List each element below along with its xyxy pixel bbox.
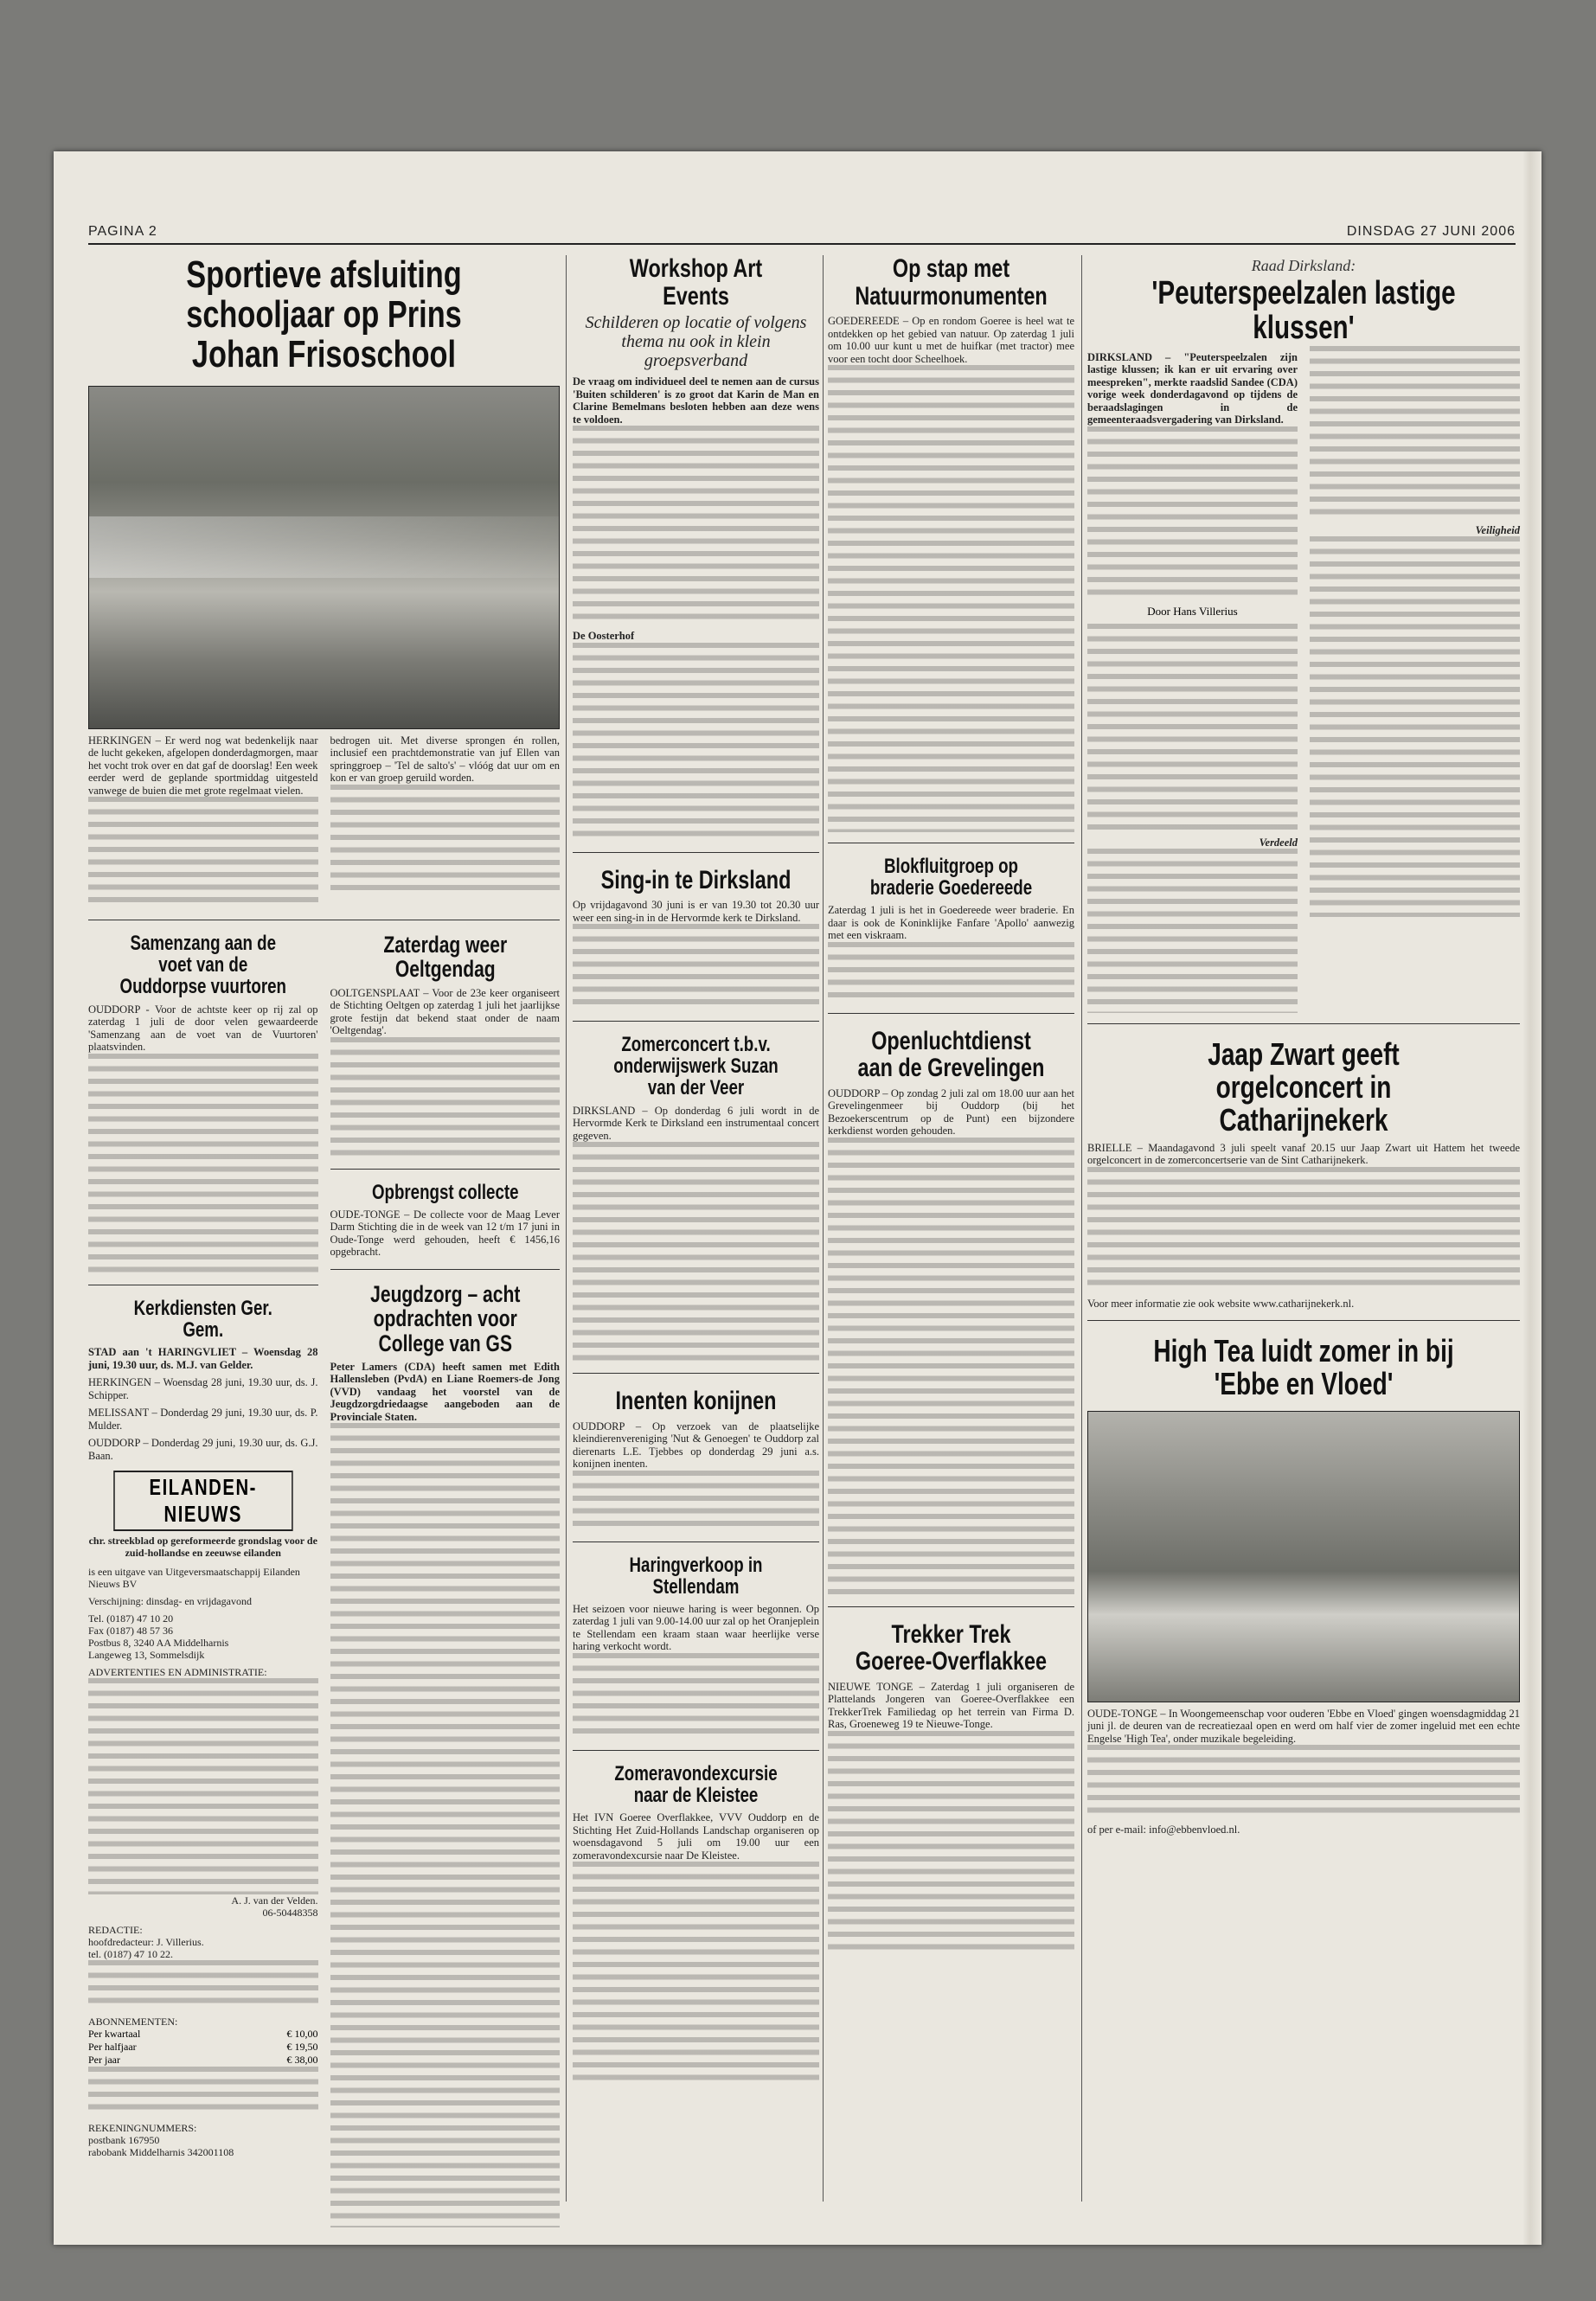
page-header [88,224,1516,245]
opbrengst-lead: OUDE-TONGE – De collecte voor de Maag Lever Darm Stichting die in de week van 12 t/m 17 juni in Oude-Tonge werd gehouden, heeft € 1456,16 opgebracht. [330,1208,560,1259]
redactie-line: hoofdredacteur: J. Villerius. [88,1936,204,1948]
blokfluitgroep-lead: Zaterdag 1 juli is het in Goedereede weer braderie. En daar is ook de Koninklijke Fanfare 'Apollo' aanwezig met een viskraam. [828,904,1074,942]
article-title-blokfluitgroep: Blokfluitgroep op braderie Goedereede [869,855,1033,901]
article-title-jeugdzorg: Jeugdzorg – acht opdrachten voor College van GS [369,1280,520,1356]
natuurmonumenten-lead: GOEDEREEDE – Op en rondom Goeree is heel wat te ontdekken op het gebied van natuur. Op zaterdag 1 juli om 10.00 uur kunt u met de huifkar (met tractor) mee voor een tocht door Scheelhoek. [828,315,1074,365]
abon-row [88,2054,318,2067]
article-title-sportieve: Sportieve afsluiting schooljaar op Prins Johan Frisoschool [186,253,462,376]
article-body-text [330,1423,561,2227]
abon-row [88,2041,318,2054]
workshop-lead: De vraag om individueel deel te nemen aan de cursus 'Buiten schilderen' is zo groot dat Karin de Man en Clarine Bemelmans besloten hebben aan deze wens te voldoen. [573,375,819,426]
article-title-zomerconcert: Zomerconcert t.b.v. onderwijswerk Suzan van der Veer [613,1033,779,1100]
zomerconcert-lead: DIRKSLAND – Op donderdag 6 juli wordt in de Hervormde Kerk te Dirksland een instrumentaal concert gegeven. [573,1104,819,1142]
column-divider [1081,255,1082,2202]
openluchtdienst-lead: OUDDORP – Op zondag 2 juli zal om 18.00 uur aan het Grevelingenmeer bij Ouddorp (bij het Bezoekerscentrum op de Punt) een bijzondere kerkdienst worden gehouden. [828,1086,1074,1138]
inenten-lead: OUDDORP – Op verzoek van de plaatselijke kleindierenvereniging 'Nut & Genoegen' te Ouddorp zal dierenarts L.E. Tjebbes op donderdag 29 juni a.s. konijnen inenten. [573,1420,819,1471]
article-title-high-tea: High Tea luidt zomer in bij 'Ebbe en Vloed' [1153,1333,1454,1401]
article-body-text [573,1862,819,2086]
article-title-kerkdiensten: Kerkdiensten Ger. Gem. [133,1296,272,1342]
article-title-oeltgendag: Zaterdag weer Oeltgendag [382,932,507,983]
article-body-text [1310,536,1520,917]
admin-phone: 06-50448358 [262,1907,318,1919]
trekker-trek-lead: NIEUWE TONGE – Zaterdag 1 juli organiseren de Plattelands Jongeren van Goeree-Overflakkee een TrekkerTrek Familiedag op het terrein van Firma D. Ras, Groeneweg 19 te Nieuwe-Tonge. [828,1680,1074,1731]
article-title-openluchtdienst: Openluchtdienst aan de Grevelingen [857,1026,1045,1083]
kerk-line: HERKINGEN – Woensdag 28 juni, 19.30 uur, ds. J. Schipper. [88,1376,318,1401]
kerk-line: MELISSANT – Donderdag 29 juni, 19.30 uur, ds. P. Mulder. [88,1407,318,1432]
article-body-text [1087,426,1298,599]
article-kicker: Raad Dirksland: [1251,257,1356,274]
article-title-jaap-zwart: Jaap Zwart geeft orgelconcert in Catharijnekerk [1208,1036,1400,1138]
caption-continued: bedrogen uit. Met diverse sprongen én rollen, inclusief een prachtdemonstratie van juf Ellen van springgroep – 'Tel de salto's' – vlóóg dat uur om en kon er van groep geruild worden. [330,734,560,785]
article-body-text [1310,346,1520,519]
rek-line: rabobank Middelharnis 342001108 [88,2146,234,2158]
article-title-opbrengst: Opbrengst collecte [371,1180,519,1204]
redactie-heading: REDACTIE: [88,1924,143,1936]
subheading-veiligheid: Veiligheid [1475,523,1520,536]
masthead-logo: EILANDEN-NIEUWS [113,1471,292,1531]
article-body-text [573,426,819,625]
abon-price: € 38,00 [286,2054,318,2066]
sing-in-lead: Op vrijdagavond 30 juni is er van 19.30 tot 20.30 uur weer een sing-in in de Hervormde kerk te Dirksland. [573,899,819,924]
article-title-peuterspeelzalen: 'Peuterspeelzalen lastige klussen' [1151,275,1456,346]
article-body-text [1087,1745,1520,1818]
schedule-line: Verschijning: dinsdag- en vrijdagavond [88,1595,252,1607]
column-divider [823,255,824,2202]
oeltgendag-lead: OOLTGENSPLAAT – Voor de 23e keer organiseert de Stichting Oeltgen op zaterdag 1 juli het jaarlijkse grote festijn dat bekend staat onder de naam 'Oeltgendag'. [330,986,560,1037]
workshop-subtitle: Schilderen op locatie of volgens thema nu ook in klein groepsverband [585,313,807,370]
article-body-text [573,924,819,1010]
abon-row [88,2028,318,2041]
photo-caption: HERKINGEN – Er werd nog wat bedenkelijk naar de lucht gekeken, afgelopen donderdagmorgen, maar het vocht trok over en dat gaf de doorslag! Een week eerder werd de geplande sportmiddag uitgesteld vanwege de buien die met grote regelmaat vielen. [88,734,318,797]
address-line: Langeweg 13, Sommelsdijk [88,1649,205,1661]
article-body-text [1087,849,1298,1013]
jaap-zwart-website: Voor meer informatie zie ook website www.catharijnekerk.nl. [1087,1297,1355,1310]
fax-line: Fax (0187) 48 57 36 [88,1625,173,1637]
article-title-zomeravondexcursie: Zomeravondexcursie naar de Kleistee [614,1761,778,1808]
article-body-text [828,1731,1074,1956]
article-body-text [88,797,318,909]
column-2 [573,255,819,2086]
abon-label: Per halfjaar [88,2041,137,2053]
article-body-text [1087,624,1298,831]
kerk-line: OUDDORP – Donderdag 29 juni, 19.30 uur, ds. G.J. Baan. [88,1437,318,1462]
redactie-body-text [88,1960,318,2010]
article-title-natuurmonumenten: Op stap met Natuurmonumenten [855,254,1048,311]
article-title-workshop: Workshop Art Events [629,254,763,311]
abon-label: Per jaar [88,2054,120,2066]
article-body-text [330,785,561,897]
article-body-text [828,365,1074,832]
school-sports-photo [88,386,560,729]
rek-line: postbank 167950 [88,2134,160,2146]
high-tea-contact: of per e-mail: info@ebbenvloed.nl. [1087,1823,1240,1836]
article-body-text [828,1138,1074,1596]
column-1 [88,255,560,2227]
article-title-trekker-trek: Trekker Trek Goeree-Overflakkee [855,1619,1048,1676]
admin-name: A. J. van der Velden. [231,1894,318,1907]
article-body-text [573,1471,819,1531]
column-3 [828,255,1074,1956]
subheading-verdeeld: Verdeeld [1259,836,1298,849]
article-body-text [573,1142,819,1362]
column-4 [1087,255,1520,1836]
article-body-text [88,1054,318,1274]
haringverkoop-lead: Het seizoen voor nieuwe haring is weer begonnen. Op zaterdag 1 juli van 9.00-14.00 uur zal op het Oranjeplein te Stellendam een kraam staan waar heerlijke verse haring verkocht wordt. [573,1602,819,1653]
admin-heading: ADVERTENTIES EN ADMINISTRATIE: [88,1666,267,1678]
peuterspeelzalen-lead: DIRKSLAND – "Peuterspeelzalen zijn lastige klussen; ik kan er uit ervaring over meespreken", merkte raadslid Sandee (CDA) vorige week donderdagavond op tijdens de beraadslagingen in de gemeenteraadsvergadering van Dirksland. [1087,350,1298,426]
article-body-text [573,1653,819,1740]
article-title-samenzang: Samenzang aan de voet van de Ouddorpse vuurtoren [119,932,286,999]
rek-heading: REKENINGNUMMERS: [88,2122,197,2134]
article-title-inenten: Inenten konijnen [615,1387,777,1416]
author-credit: Door Hans Villerius [1147,604,1238,618]
abon-price: € 19,50 [286,2041,318,2053]
publisher-line: is een uitgave van Uitgeversmaatschappij Eilanden Nieuws BV [88,1566,300,1590]
article-title-sing-in: Sing-in te Dirksland [600,865,792,894]
abon-heading: ABONNEMENTEN: [88,2016,178,2028]
oosterhof-heading: De Oosterhof [573,630,635,642]
postbus-line: Postbus 8, 3240 AA Middelharnis [88,1637,229,1649]
article-body-text [828,942,1074,1003]
jeugdzorg-lead: Peter Lamers (CDA) heeft samen met Edith Hallensleben (PvdA) en Liane Roemers-de Jong (VVD) vandaag het voorstel van de Jeugdzorgdriedaagse aangeboden aan de Provinciale Staten. [330,1360,560,1423]
abon-price: € 10,00 [286,2028,318,2040]
admin-body-text [88,1678,318,1894]
high-tea-photo [1087,1411,1520,1702]
page-number: PAGINA 2 [88,224,157,239]
high-tea-caption: OUDE-TONGE – In Woongemeenschap voor ouderen 'Ebbe en Vloed' gingen woensdagmiddag 21 juni jl. de deuren van de recreatiezaal open en werd om half vier de zomer ingeluid met een echte Engelse 'High Tea', onder muzikale begeleiding. [1087,1707,1520,1745]
newspaper-page [54,151,1542,2245]
article-title-haringverkoop: Haringverkoop in Stellendam [629,1553,763,1599]
page-fold-edge [1522,151,1542,2245]
zomeravond-lead: Het IVN Goeree Overflakkee, VVV Ouddorp en de Stichting Het Zuid-Hollands Landschap organiseren op woensdagavond 5 juli om 19.00 uur een zomeravondexcursie naar De Kleistee. [573,1811,819,1862]
masthead-subtitle: chr. streekblad op gereformeerde grondslag voor de zuid-hollandse en zeeuwse eilanden [88,1535,317,1559]
article-body-text [1087,1167,1520,1292]
article-body-text [573,643,819,842]
redactie-phone: tel. (0187) 47 10 22. [88,1948,173,1960]
jaap-zwart-lead: BRIELLE – Maandagavond 3 juli speelt vanaf 20.15 uur Jaap Zwart uit Hattem het tweede orgelconcert in de zomerconcertserie van de Sint Catharijnekerk. [1087,1141,1520,1167]
page-date: DINSDAG 27 JUNI 2006 [1346,224,1516,239]
abon-body-text [88,2067,318,2117]
column-divider [566,255,567,2202]
tel-line: Tel. (0187) 47 10 20 [88,1612,174,1625]
abon-label: Per kwartaal [88,2028,141,2040]
article-body-text [330,1037,561,1158]
kerk-line: STAD aan 't HARINGVLIET – Woensdag 28 juni, 19.30 uur, ds. M.J. van Gelder. [88,1346,318,1371]
samenzang-lead: OUDDORP - Voor de achtste keer op rij zal op zaterdag 1 juli de door velen gewaardeerde 'Samenzang aan de voet van de Vuurtoren' plaatsvinden. [88,1003,318,1054]
